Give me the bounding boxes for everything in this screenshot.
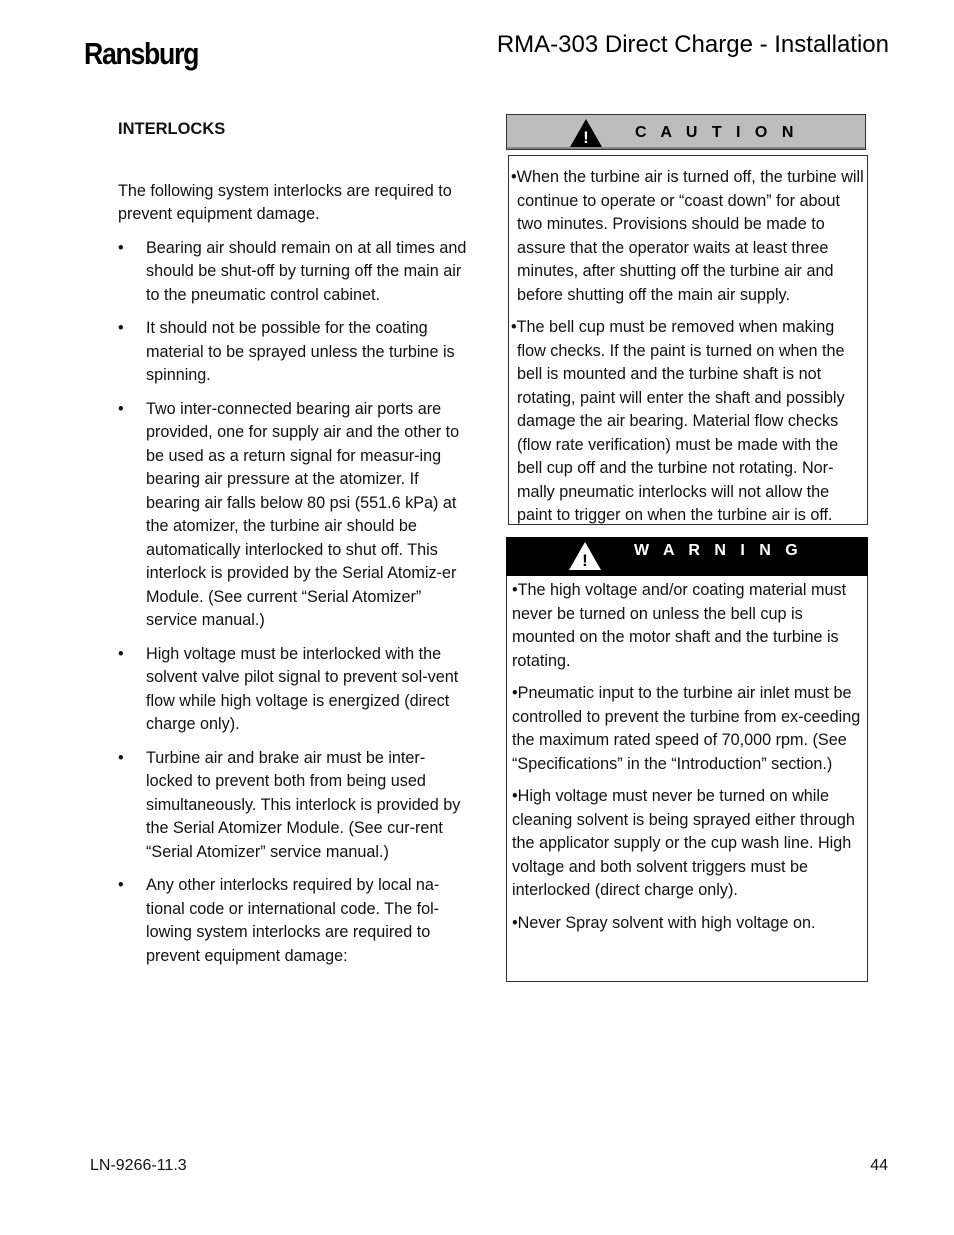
bullet-icon: • <box>118 399 124 418</box>
list-item <box>118 317 470 388</box>
bullet-icon: • <box>118 644 124 663</box>
bullet-icon: • <box>118 748 124 767</box>
section-heading: INTERLOCKS <box>118 120 226 138</box>
interlock-list <box>118 237 470 969</box>
exclamation-glyph: ! <box>583 128 589 147</box>
warning-item: •High voltage must never be turned on while cleaning solvent is being sprayed either through the applicator supply or the cup wash line. High voltage and both solvent triggers must be interlocked (direct charge only). <box>512 787 855 899</box>
warning-box <box>506 576 868 982</box>
caution-box <box>508 155 868 525</box>
list-item-text: Turbine air and brake air must be inter-locked to prevent both from being used simultaneously. This interlock is provided by the Serial Atomizer Module. (See cur-rent “Serial Atomizer” service manual.) <box>146 748 461 861</box>
list-item-text: It should not be possible for the coating material to be sprayed unless the turbine is spinning. <box>146 319 455 384</box>
warning-triangle-icon <box>568 541 602 571</box>
list-item <box>118 747 470 865</box>
warning-header <box>506 537 868 576</box>
document-title: RMA-303 Direct Charge - Installation <box>496 31 889 58</box>
list-item-text: Bearing air should remain on at all times and should be shut-off by turning off the main air to the pneumatic control cabinet. <box>146 238 467 304</box>
document-number: LN-9266-11.3 <box>90 1157 187 1174</box>
caution-item: •The bell cup must be removed when making flow checks. If the paint is turned on when the bell is mounted and the turbine shaft is not rotating, paint will enter the shaft and possibly damage the air bearing. Material flow checks (flow rate verification) must be made with the bell cup off and the turbine not rotating. Nor-mally pneumatic interlocks will not allow the paint to trigger on when the turbine air is off. <box>511 318 845 524</box>
list-item <box>118 643 470 737</box>
intro-paragraph: The following system interlocks are required to prevent equipment damage. <box>118 181 452 223</box>
list-item <box>118 237 470 308</box>
caution-item: •When the turbine air is turned off, the turbine will continue to operate or “coast down” for about two minutes. Provisions should be made to assure that the operator waits at least three minutes, after shutting off the turbine air and before shutting off the main air supply. <box>511 168 864 304</box>
list-item <box>118 874 470 968</box>
bullet-icon: • <box>118 319 124 337</box>
warning-item: •Pneumatic input to the turbine air inlet must be controlled to prevent the turbine from ex-ceeding the maximum rated speed of 70,000 rpm. (See “Specifications” in the “Introduction” section.) <box>512 684 861 773</box>
list-item-text: Any other interlocks required by local na-tional code or international code. The fol-lowing system interlocks are required to prevent equipment damage: <box>146 876 440 965</box>
bullet-icon: • <box>118 238 124 257</box>
list-item <box>118 398 470 633</box>
bullet-icon: • <box>118 876 124 894</box>
list-item-text: High voltage must be interlocked with the solvent valve pilot signal to prevent sol-vent flow while high voltage is energized (direct charge only). <box>146 644 459 733</box>
interlocks-section <box>118 118 470 978</box>
caution-header <box>506 114 866 150</box>
brand-logo: Ransburg <box>84 36 199 71</box>
caution-label: C A U T I O N <box>635 124 799 141</box>
page-number: 44 <box>870 1157 888 1174</box>
list-item-text: Two inter-connected bearing air ports are provided, one for supply air and the other to be used as a return signal for measur-ing bearing air pressure at the atomizer. If bearing air falls below 80 psi (551.6 kPa) at the atomizer, the turbine air should be automatically interlocked to shut off. This interlock is provided by the Serial Atomiz-er Module. (See current “Serial Atomizer” service manual.) <box>146 399 460 629</box>
warning-label: W A R N I N G <box>634 542 803 559</box>
warning-item: •The high voltage and/or coating material must never be turned on unless the bell cup is mounted on the motor shaft and the turbine is rotating. <box>512 581 847 670</box>
warning-item: •Never Spray solvent with high voltage on. <box>512 913 816 932</box>
warning-triangle-icon <box>569 118 603 148</box>
exclamation-glyph: ! <box>582 551 588 570</box>
